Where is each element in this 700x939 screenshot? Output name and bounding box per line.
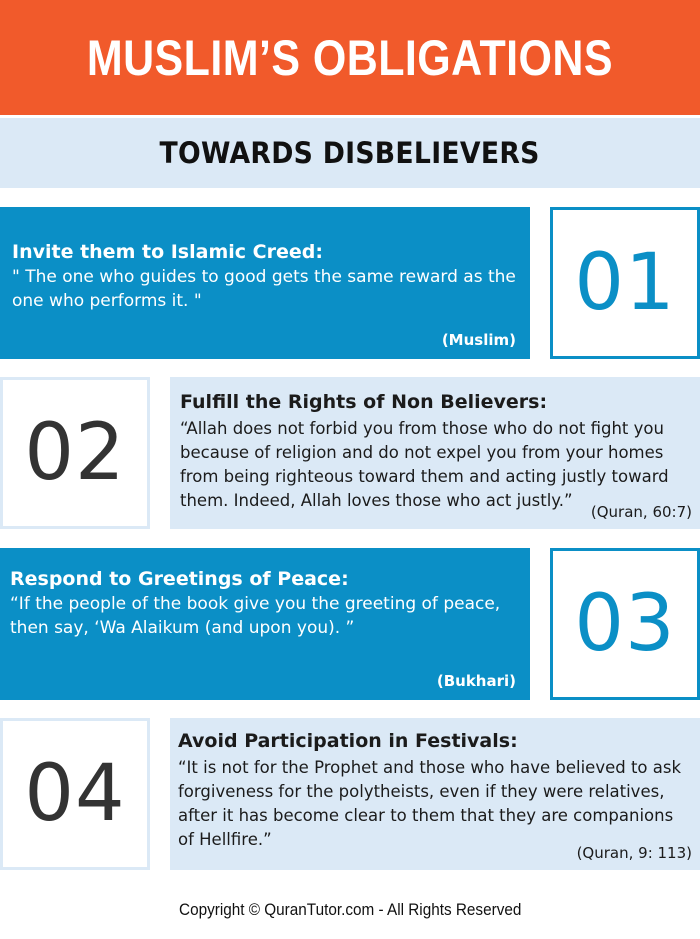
obligation-number: 01 [574,238,676,328]
obligation-source: (Quran, 9: 113) [576,844,692,862]
number-box-2 [0,377,150,529]
number-box-4 [0,718,150,870]
obligation-card-3 [0,548,530,700]
footer [0,895,700,925]
subheader-banner [0,118,700,188]
obligation-quote: “If the people of the book give you the greeting of peace, then say, ‘Wa Alaikum (and upon you). ” [10,594,501,638]
copyright-text: Copyright © QuranTutor.com - All Rights Reserved [178,900,522,919]
obligation-source: (Muslim) [441,331,516,349]
obligation-number: 03 [574,579,676,669]
number-box-3 [550,548,700,700]
obligation-card-4 [170,718,700,870]
obligation-heading: Fulfill the Rights of Non Believers: [180,391,548,413]
obligation-number: 02 [24,408,126,498]
page-title: MUSLIM’S OBLIGATIONS [86,29,614,86]
obligation-source: (Quran, 60:7) [590,503,692,521]
obligation-heading: Avoid Participation in Festivals: [178,730,518,752]
obligation-card-1 [0,207,530,359]
obligation-source: (Bukhari) [436,672,516,690]
obligation-quote: " The one who guides to good gets the same reward as the one who performs it. " [12,267,516,311]
header-banner [0,0,700,115]
number-box-1 [550,207,700,359]
obligation-card-2 [170,377,700,529]
obligation-number: 04 [24,749,126,839]
obligation-heading: Invite them to Islamic Creed: [12,241,323,263]
page-subtitle: TOWARDS DISBELIEVERS [159,136,541,170]
obligation-quote: “It is not for the Prophet and those who have believed to ask forgiveness for the polytheists, even if they were relatives, after it has become clear to them that they are companions of Hellfire.” [178,758,682,849]
obligation-heading: Respond to Greetings of Peace: [10,568,349,590]
obligation-quote: “Allah does not forbid you from those who do not fight you because of religion and do not expel you from your homes from being righteous toward them and acting justly toward them. Indeed, Allah loves those who act justly.” [180,419,669,510]
